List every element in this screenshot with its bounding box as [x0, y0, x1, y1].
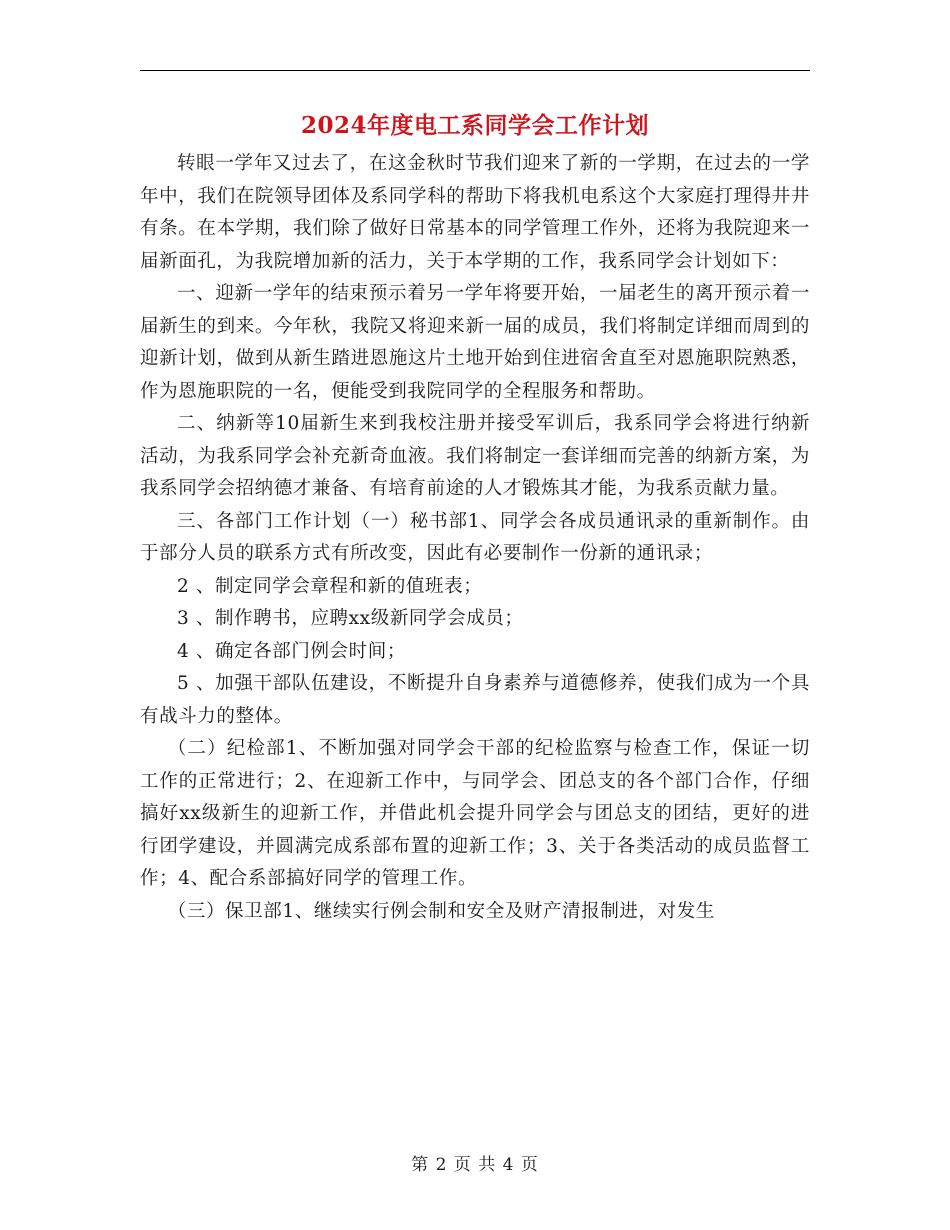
paragraph-welcome: 一、迎新一学年的结束预示着另一学年将要开始，一届老生的离开预示着一届新生的到来。今年秋，我院又将迎来新一届的成员，我们将制定详细而周到的迎新计划，做到从新生踏进恩施这片土地开始到住进宿舍直至对恩施职院熟悉，作为恩施职院的一名，便能受到我院同学的全程服务和帮助。 [140, 283, 810, 402]
paragraph-recruit: 二、纳新等10届新生来到我校注册并接受军训后，我系同学会将进行纳新活动，为我系同学会补充新奇血液。我们将制定一套详细而完善的纳新方案，为我系同学会招纳德才兼备、有培育前途的人才锻炼其才能，为我系贡献力量。 [140, 413, 810, 499]
list-item: 4 、确定各部门例会时间； [177, 640, 406, 662]
list-item: 2 、制定同学会章程和新的值班表； [177, 575, 483, 597]
paragraph-discipline: （二）纪检部1、不断加强对同学会干部的纪检监察与检查工作，保证一切工作的正常进行；2、在迎新工作中，与同学会、团总支的各个部门合作，仔细搞好xx级新生的迎新工作，并借此机会提升同学会与团总支的团结，更好的进行团学建设，并圆满完成系部布置的迎新工作；3、关于各类活动的成员监督工作；4、配合系部搞好同学的管理工作。 [140, 738, 810, 889]
paragraph-departments: 三、各部门工作计划（一）秘书部1、同学会各成员通讯录的重新制作。由于部分人员的联系方式有所改变，因此有必要制作一份新的通讯录； [140, 510, 810, 564]
page-number: 第 2 页 共 4 页 [411, 1155, 539, 1175]
document-body [140, 148, 810, 928]
list-item: 5 、加强干部队伍建设，不断提升自身素养与道德修养，使我们成为一个具有战斗力的整体。 [140, 673, 810, 727]
paragraph-intro: 转眼一学年又过去了，在这金秋时节我们迎来了新的一学期，在过去的一学年中，我们在院领导团体及系同学科的帮助下将我机电系这个大家庭打理得井井有条。在本学期，我们除了做好日常基本的同学管理工作外，还将为我院迎来一届新面孔，为我院增加新的活力，关于本学期的工作，我系同学会计划如下： [140, 153, 810, 272]
header-rule [140, 70, 810, 71]
document-title: 2024年度电工系同学会工作计划 [300, 112, 649, 139]
paragraph-security: （三）保卫部1、继续实行例会制和安全及财产清报制进，对发生 [167, 900, 715, 922]
list-item: 3 、制作聘书，应聘xx级新同学会成员； [177, 608, 524, 629]
